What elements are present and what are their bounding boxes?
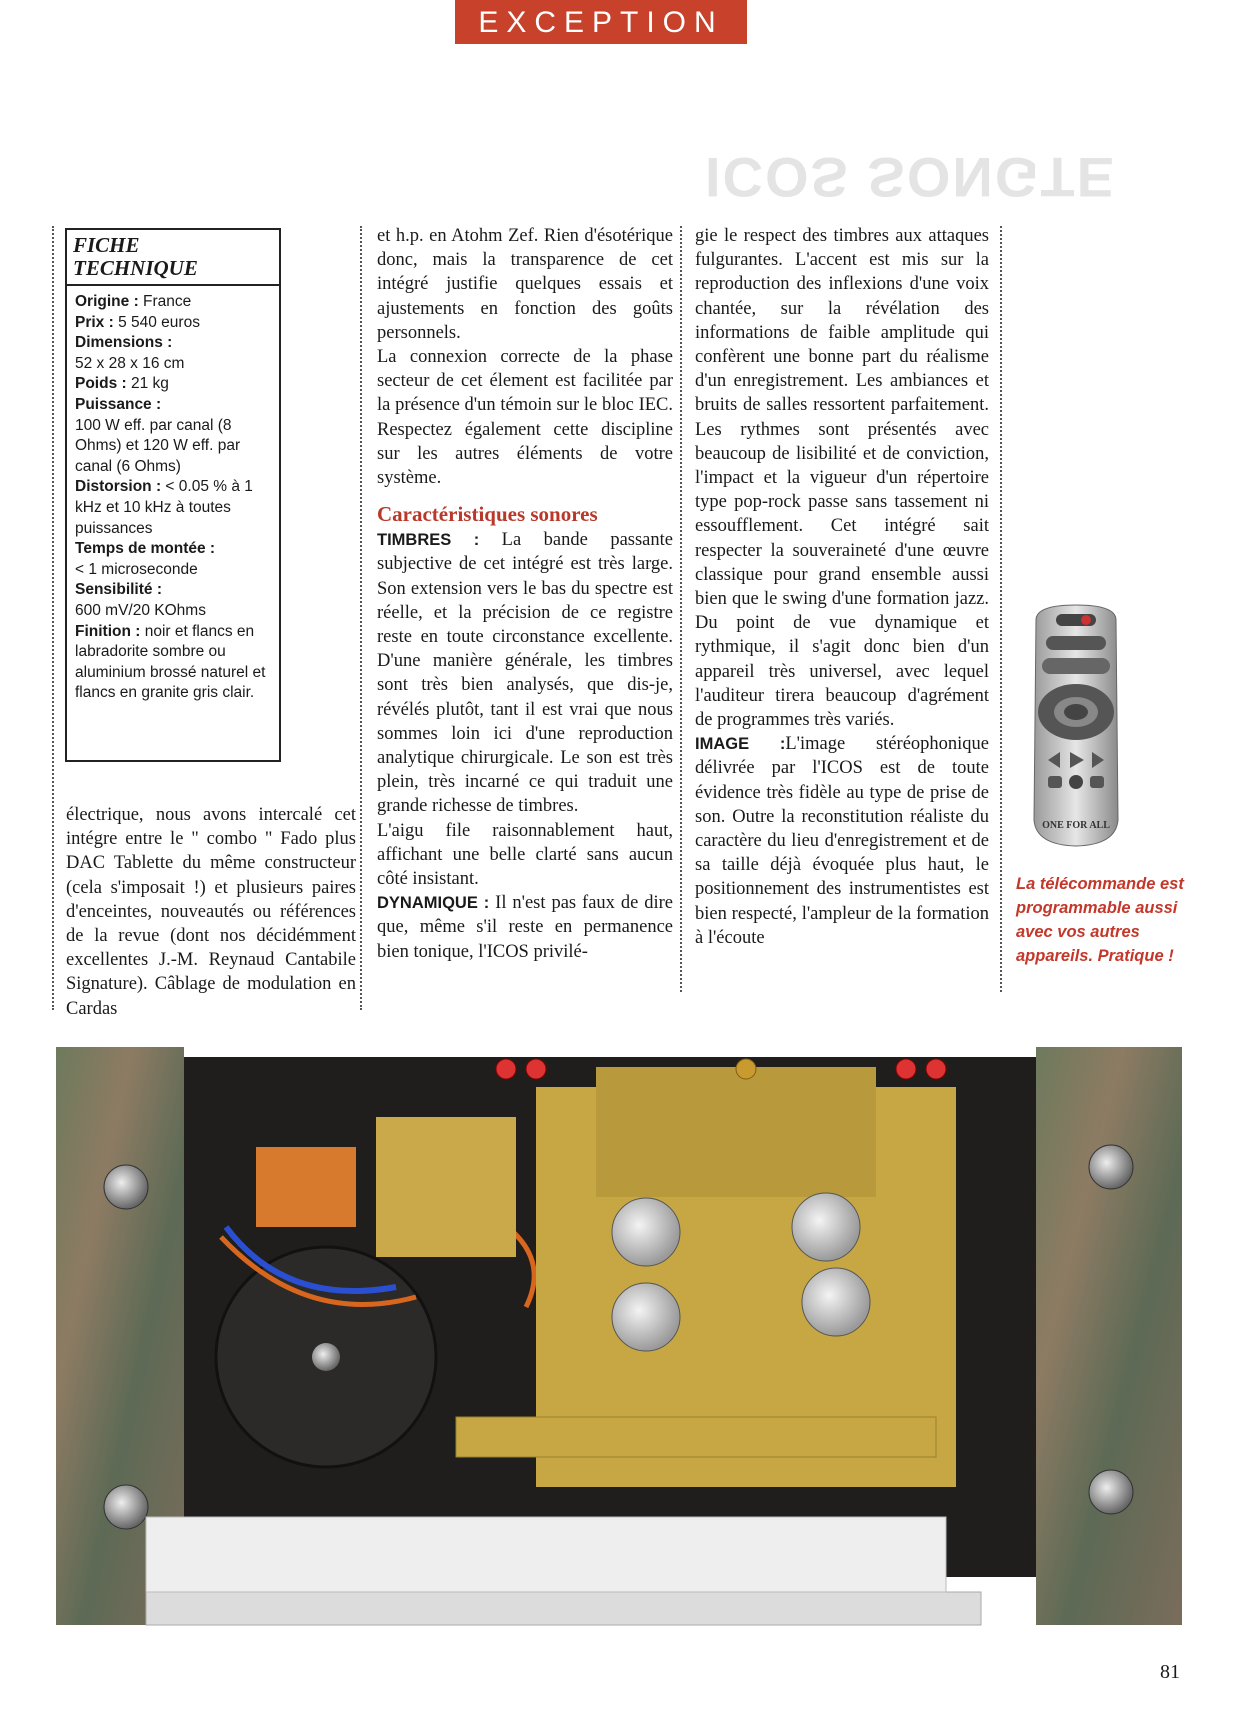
spec-value: 5 540 euros <box>113 313 200 331</box>
spec-value: 100 W eff. par canal (8 Ohms) et 120 W eff. par canal (6 Ohms) <box>75 416 241 475</box>
spec-row <box>75 416 271 478</box>
timbres-lead: TIMBRES : <box>377 531 480 550</box>
paragraph: La connexion correcte de la phase secteur de cet élement est facilitée par la présence d'un témoin sur le bloc IEC. Respectez également cette discipline sur les autres éléments de votre système. <box>377 347 673 489</box>
section-subhead: Caractéristiques sonores <box>377 502 598 527</box>
section-header-tab: EXCEPTION <box>455 0 747 44</box>
spec-row <box>75 539 271 560</box>
image-lead: IMAGE : <box>695 735 786 754</box>
column-rule <box>360 226 362 1010</box>
remote-control-image <box>1026 600 1126 850</box>
spec-row <box>75 354 271 375</box>
column-rule <box>680 226 682 992</box>
column-rule <box>1000 226 1002 992</box>
spec-row <box>75 395 271 416</box>
photo-caption: La télécommande est programmable aussi avec vos autres appareils. Pratique ! <box>1016 875 1184 965</box>
spec-label: Dimensions : <box>75 334 173 352</box>
spec-row <box>75 560 271 581</box>
remote-brand-logo: ONE FOR ALL <box>1042 820 1110 831</box>
spec-label: Puissance : <box>75 395 162 413</box>
spec-row <box>75 292 271 313</box>
spec-label: Poids : <box>75 375 127 393</box>
spec-label: Distorsion : <box>75 478 162 496</box>
spec-value: < 1 microseconde <box>75 560 198 578</box>
amplifier-interior-photo <box>56 1047 1182 1625</box>
column-rule <box>52 226 54 1010</box>
paragraph: DYNAMIQUE : Il n'est pas faux de dire que, même s'il reste en permanence bien tonique, l'ICOS privilé- <box>377 893 673 962</box>
spec-value: noir et flancs en labradorite sombre ou aluminium brossé naturel et flancs en granite gris clair. <box>75 622 266 702</box>
spec-row <box>75 622 271 704</box>
spec-row <box>75 580 271 601</box>
spec-value: 600 mV/20 KOhms <box>75 601 206 619</box>
spec-label: Prix : <box>75 313 114 331</box>
fiche-title: FICHE TECHNIQUE <box>67 230 279 286</box>
spec-label: Finition : <box>75 622 141 640</box>
column-2-text <box>377 224 673 964</box>
column-1-text <box>66 803 356 1021</box>
paragraph: électrique, nous avons intercalé cet intégre entre le " combo " Fado plus DAC Tablette du même constructeur (cela s'imposait !) et plusieurs paires d'enceintes, nouveautés ou références de la revue (dont nos décidémment excellentes J.-M. Reynaud Cantabile Signature). Câblage de modulation en Cardas <box>66 805 356 1019</box>
fiche-specs <box>67 286 279 704</box>
paragraph: L'aigu file raisonnablement haut, affichant une belle clarté sans aucun côté insistant. <box>377 820 673 890</box>
paragraph: et h.p. en Atohm Zef. Rien d'ésotérique donc, mais la transparence de cet intégré justifie quelques essais et ajustements en fonction des goûts personnels. <box>377 226 673 343</box>
spec-row <box>75 477 271 539</box>
spec-value: 52 x 28 x 16 cm <box>75 354 185 372</box>
spec-row <box>75 333 271 354</box>
paragraph: TIMBRES : La bande passante subjective de cet intégré est très large. Son extension vers le bas du spectre est réelle, et la précision de ce registre reste en toute circonstance excellente. D'une manière générale, les timbres sont très bien analysés, que dis-je, révélés plutôt, tant il est vrai que nous sommes loin ici d'une reproduction analytique chirurgicale. Le son est très plein, très incarné ce qui traduit une grande richesse de timbres. <box>377 530 673 817</box>
paragraph: gie le respect des timbres aux attaques fulgurantes. L'accent est mis sur la reproduction des inflexions d'une voix chantée, sur la révélation des informations de faible amplitude qui confèrent une bonne part du réalisme d'un enregistrement. Les ambiances et bruits de salles ressortent parfaitement. Les rythmes sont présentés avec beaucoup de lisibilité et de conviction, l'impact et la vigueur d'un répertoire type pop-rock passe sans tassement ni essoufflement. Cet intégré sait respecter la souveraineté d'une œuvre classique pour grand ensemble aussi bien que le swing d'une formation jazz. Du point de vue dynamique et rythmique, il s'agit donc bien d'un appareil très universel, avec lequel l'auditeur tirera beaucoup d'agrément de programmes très variés. <box>695 226 989 731</box>
spec-label: Temps de montée : <box>75 540 216 558</box>
spec-row <box>75 601 271 622</box>
spec-row <box>75 313 271 334</box>
spec-label: Origine : <box>75 293 139 310</box>
spec-label: Sensibilité : <box>75 581 162 599</box>
dynamique-lead: DYNAMIQUE : <box>377 894 490 913</box>
spec-value: < 0.05 % à 1 kHz et 10 kHz à toutes puissances <box>75 478 253 537</box>
ghost-title-showthrough: ICOS SONGTE <box>705 146 1116 209</box>
spec-value: 21 kg <box>126 375 169 393</box>
fiche-technique-box <box>65 228 281 762</box>
column-3-text <box>695 224 989 950</box>
paragraph: IMAGE :L'image stéréophonique délivrée par l'ICOS est de toute évidence très fidèle au type de prise de son. Outre la reconstitution réaliste du caractère du lieu d'enregistrement et de sa taille déjà évoquée plus haut, le positionnement des instrumentistes est bien respecté, l'ampleur de la formation à l'écoute <box>695 734 989 948</box>
spec-value: France <box>138 293 192 310</box>
spec-row <box>75 374 271 395</box>
page-number: 81 <box>1160 1661 1180 1683</box>
